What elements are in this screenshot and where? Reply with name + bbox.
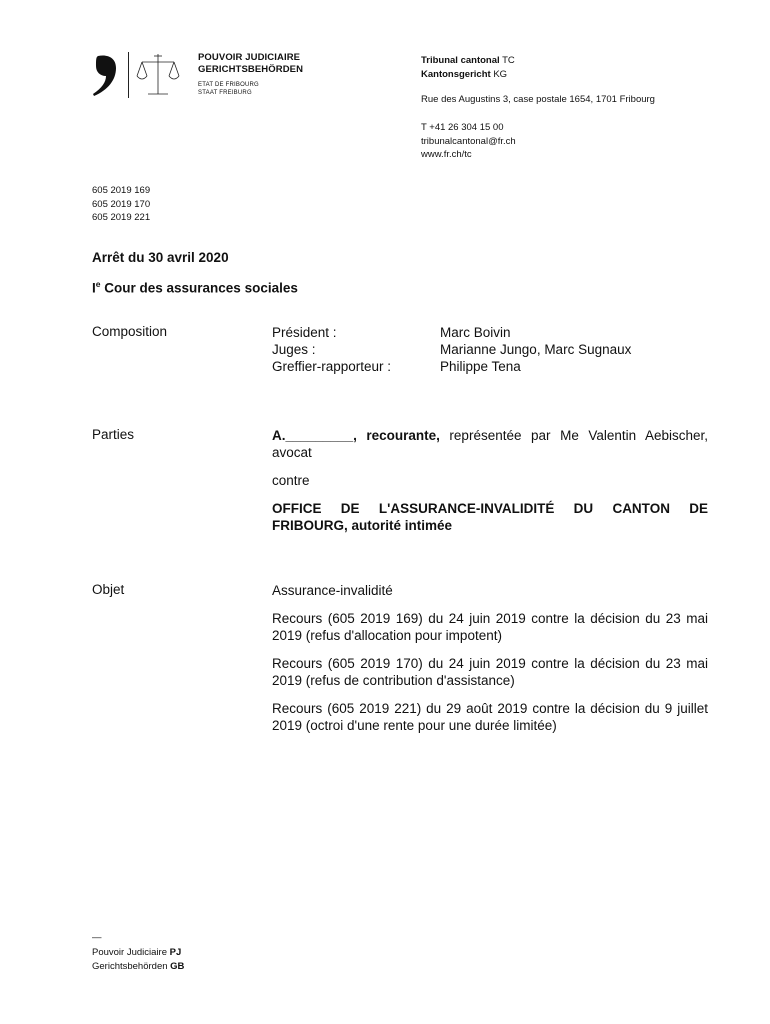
court-logo-mark bbox=[92, 54, 118, 96]
org-name-de: GERICHTSBEHÖRDEN bbox=[198, 64, 304, 75]
appeal-item: Recours (605 2019 221) du 29 août 2019 contre la décision du 9 juillet 2019 (octroi d'une rente pour une durée limitée) bbox=[272, 701, 708, 733]
footer-dash: — bbox=[92, 932, 102, 943]
scales-of-justice-icon bbox=[136, 52, 180, 98]
org-name bbox=[198, 52, 303, 76]
role-clerk: Greffier-rapporteur : bbox=[272, 359, 392, 374]
court-name-de: Kantonsgericht KG bbox=[421, 69, 508, 80]
court-contact bbox=[421, 121, 516, 162]
appeal-item: Recours (605 2019 170) du 24 juin 2019 contre la décision du 23 mai 2019 (refus de contribution d'assistance) bbox=[272, 656, 708, 688]
footer-line-fr: Pouvoir Judiciaire PJ bbox=[92, 947, 182, 958]
state-name bbox=[198, 82, 259, 97]
appeal-item: Recours (605 2019 169) du 24 juin 2019 contre la décision du 23 mai 2019 (refus d'allocation pour impotent) bbox=[272, 611, 708, 643]
court-name bbox=[421, 54, 515, 82]
respondent: OFFICE DE L'ASSURANCE-INVALIDITÉ DU CANTON DE FRIBOURG, autorité intimée bbox=[272, 501, 708, 533]
role-president: Président : bbox=[272, 325, 337, 340]
name-president: Marc Boivin bbox=[440, 325, 511, 340]
footer bbox=[92, 946, 184, 973]
composition-names bbox=[440, 324, 631, 375]
name-judges: Marianne Jungo, Marc Sugnaux bbox=[440, 342, 632, 357]
case-reference: 605 2019 221 bbox=[92, 212, 151, 223]
court-address: Rue des Augustins 3, case postale 1654, 1701 Fribourg bbox=[421, 94, 655, 105]
composition-roles bbox=[272, 324, 391, 375]
state-name-fr: ETAT DE FRIBOURG bbox=[198, 82, 259, 88]
court-chamber: Ie Cour des assurances sociales bbox=[92, 279, 298, 296]
name-clerk: Philippe Tena bbox=[440, 359, 521, 374]
composition-label: Composition bbox=[92, 324, 168, 339]
state-name-de: STAAT FREIBURG bbox=[198, 89, 252, 96]
case-reference: 605 2019 169 bbox=[92, 185, 151, 196]
object-subject: Assurance-invalidité bbox=[272, 583, 393, 598]
footer-line-de: Gerichtsbehörden GB bbox=[92, 960, 185, 972]
court-email[interactable]: tribunalcantonal@fr.ch bbox=[421, 135, 516, 147]
case-reference: 605 2019 170 bbox=[92, 198, 151, 210]
object-label: Objet bbox=[92, 582, 125, 597]
court-website[interactable]: www.fr.ch/tc bbox=[421, 149, 472, 160]
appellant: A._________, recourante, représentée par Me Valentin Aebischer, avocat bbox=[272, 428, 708, 460]
org-name-fr: POUVOIR JUDICIAIRE bbox=[198, 52, 301, 63]
court-phone: T +41 26 304 15 00 bbox=[421, 122, 504, 133]
court-name-fr: Tribunal cantonal TC bbox=[421, 55, 515, 66]
role-judges: Juges : bbox=[272, 342, 316, 357]
logo-divider bbox=[128, 52, 129, 98]
versus: contre bbox=[272, 473, 310, 488]
case-references bbox=[92, 184, 150, 225]
parties-label: Parties bbox=[92, 427, 135, 442]
judgment-title: Arrêt du 30 avril 2020 bbox=[92, 250, 229, 265]
